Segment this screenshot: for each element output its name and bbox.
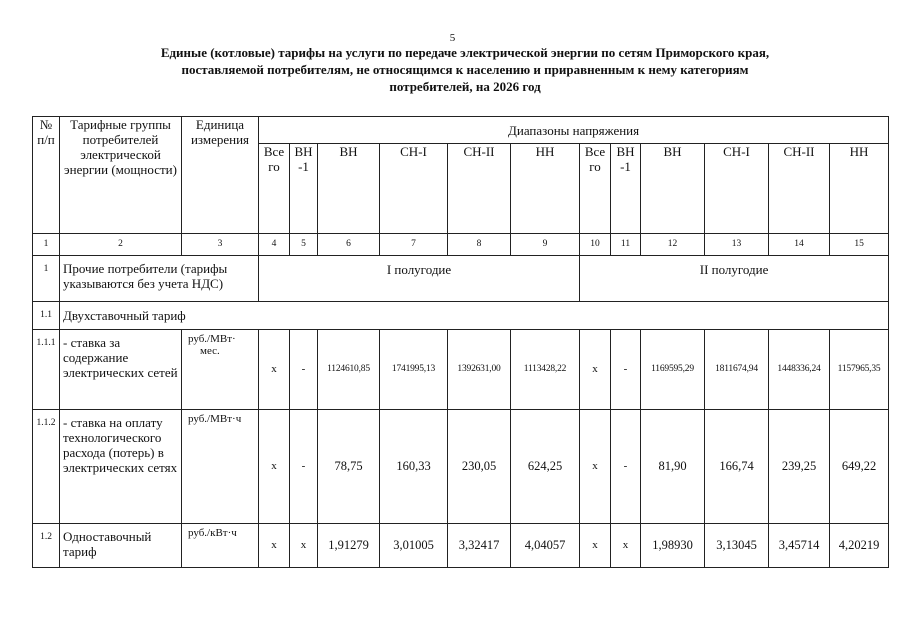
header-col-13: СН-I bbox=[705, 144, 769, 234]
first-half-year-label: I полугодие bbox=[259, 256, 580, 302]
value-cell: 166,74 bbox=[705, 410, 769, 524]
header-col-14: СН-II bbox=[769, 144, 830, 234]
header-col-8: СН-II bbox=[448, 144, 511, 234]
row-name: Прочие потребители (тарифы указываются без учета НДС) bbox=[60, 256, 259, 302]
value-cell: 3,13045 bbox=[705, 524, 769, 568]
index-cell: 12 bbox=[641, 234, 705, 256]
row-number: 1.2 bbox=[33, 524, 60, 568]
header-col-4: Все го bbox=[259, 144, 290, 234]
value-cell: - bbox=[290, 410, 318, 524]
second-half-year-label: II полугодие bbox=[580, 256, 889, 302]
value-cell: х bbox=[580, 524, 611, 568]
value-cell: 1741995,13 bbox=[380, 330, 448, 410]
header-col-11: ВН -1 bbox=[611, 144, 641, 234]
title-line-1: Единые (котловые) тарифы на услуги по передаче электрической энергии по сетям Приморского края, bbox=[160, 45, 770, 60]
header-unit: Единица измерения bbox=[182, 117, 259, 234]
value-cell: 4,04057 bbox=[511, 524, 580, 568]
index-cell: 10 bbox=[580, 234, 611, 256]
header-group: Тарифные группы потребителей электрической энергии (мощности) bbox=[60, 117, 182, 234]
row-name: - ставка на оплату технологического расхода (потерь) в электрических сетях bbox=[60, 410, 182, 524]
index-cell: 7 bbox=[380, 234, 448, 256]
header-col-12: ВН bbox=[641, 144, 705, 234]
value-cell: х bbox=[259, 410, 290, 524]
value-cell: х bbox=[259, 330, 290, 410]
table-row-two-part-tariff bbox=[33, 302, 889, 330]
value-cell: х bbox=[259, 524, 290, 568]
tariff-table bbox=[32, 116, 889, 568]
index-cell: 5 bbox=[290, 234, 318, 256]
unit-line-2: мес. bbox=[200, 345, 220, 357]
value-cell: 1124610,85 bbox=[318, 330, 380, 410]
value-cell: 1169595,29 bbox=[641, 330, 705, 410]
row-name: - ставка за содержание электрических сетей bbox=[60, 330, 182, 410]
index-cell: 13 bbox=[705, 234, 769, 256]
value-cell: 78,75 bbox=[318, 410, 380, 524]
value-cell: 1,98930 bbox=[641, 524, 705, 568]
value-cell: 1392631,00 bbox=[448, 330, 511, 410]
header-col-5: ВН -1 bbox=[290, 144, 318, 234]
value-cell: 624,25 bbox=[511, 410, 580, 524]
table-row-loss-compensation-rate bbox=[33, 410, 889, 524]
row-name: Двухставочный тариф bbox=[60, 302, 889, 330]
value-cell: - bbox=[611, 410, 641, 524]
index-cell: 4 bbox=[259, 234, 290, 256]
title-line-3: потребителей, на 2026 год bbox=[389, 79, 541, 94]
index-cell: 2 bbox=[60, 234, 182, 256]
header-col-9: НН bbox=[511, 144, 580, 234]
value-cell: х bbox=[580, 410, 611, 524]
table-row-other-consumers bbox=[33, 256, 889, 302]
header-row-1 bbox=[33, 117, 889, 144]
value-cell: 1811674,94 bbox=[705, 330, 769, 410]
row-number: 1.1.2 bbox=[33, 410, 60, 524]
value-cell: - bbox=[290, 330, 318, 410]
table-row-network-maintenance-rate bbox=[33, 330, 889, 410]
value-cell: 239,25 bbox=[769, 410, 830, 524]
title-line-2: поставляемой потребителям, не относящимся к населению и приравненным к нему категориям bbox=[181, 62, 749, 77]
index-cell: 8 bbox=[448, 234, 511, 256]
value-cell: 81,90 bbox=[641, 410, 705, 524]
value-cell: 3,01005 bbox=[380, 524, 448, 568]
value-cell: 1,91279 bbox=[318, 524, 380, 568]
document-title bbox=[70, 44, 860, 95]
value-cell: 649,22 bbox=[830, 410, 889, 524]
unit-line-1: руб./МВт· bbox=[188, 333, 236, 345]
header-num: № п/п bbox=[33, 117, 60, 234]
value-cell: х bbox=[580, 330, 611, 410]
index-cell: 15 bbox=[830, 234, 889, 256]
page-number: 5 bbox=[449, 32, 456, 44]
index-cell: 14 bbox=[769, 234, 830, 256]
value-cell: х bbox=[611, 524, 641, 568]
header-col-10: Все го bbox=[580, 144, 611, 234]
row-number: 1.1.1 bbox=[33, 330, 60, 410]
index-cell: 6 bbox=[318, 234, 380, 256]
value-cell: 1448336,24 bbox=[769, 330, 830, 410]
header-col-6: ВН bbox=[318, 144, 380, 234]
value-cell: 1157965,35 bbox=[830, 330, 889, 410]
header-col-15: НН bbox=[830, 144, 889, 234]
table-row-single-part-tariff bbox=[33, 524, 889, 568]
header-voltage-ranges: Диапазоны напряжения bbox=[259, 117, 889, 144]
index-row bbox=[33, 234, 889, 256]
index-cell: 3 bbox=[182, 234, 259, 256]
row-unit bbox=[182, 330, 259, 410]
value-cell: 1113428,22 bbox=[511, 330, 580, 410]
value-cell: 3,45714 bbox=[769, 524, 830, 568]
value-cell: 230,05 bbox=[448, 410, 511, 524]
row-name: Одноставочный тариф bbox=[60, 524, 182, 568]
unit-line-1: руб./кВт·ч bbox=[188, 527, 237, 539]
row-number: 1.1 bbox=[33, 302, 60, 330]
value-cell: 3,32417 bbox=[448, 524, 511, 568]
row-unit bbox=[182, 524, 259, 568]
value-cell: 160,33 bbox=[380, 410, 448, 524]
index-cell: 1 bbox=[33, 234, 60, 256]
index-cell: 9 bbox=[511, 234, 580, 256]
header-col-7: СН-I bbox=[380, 144, 448, 234]
unit-line-1: руб./МВт·ч bbox=[188, 413, 242, 425]
row-unit bbox=[182, 410, 259, 524]
index-cell: 11 bbox=[611, 234, 641, 256]
value-cell: х bbox=[290, 524, 318, 568]
value-cell: 4,20219 bbox=[830, 524, 889, 568]
value-cell: - bbox=[611, 330, 641, 410]
row-number: 1 bbox=[33, 256, 60, 302]
